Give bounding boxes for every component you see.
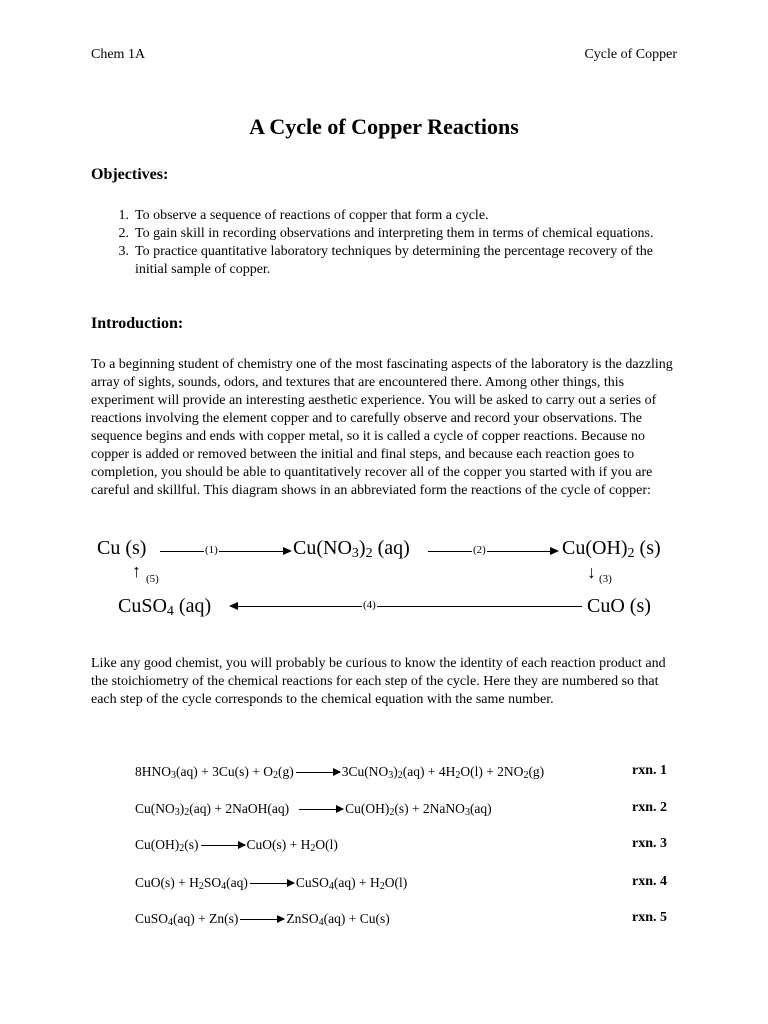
cycle-cuoh2: $Cu(OH)_2$ (s) <box>562 537 661 561</box>
reaction-3-equation: $Cu(OH)_2(s) CuO(s) + H_2O(l)$ <box>135 837 338 854</box>
objective-text: To gain skill in recording observations and interpreting them in terms of chemical equations. <box>135 226 654 241</box>
reaction-2-label: rxn. 2 <box>632 800 667 815</box>
stoichiometry-paragraph: Like any good chemist, you will probably be curious to know the identity of each reaction product and the stoichiometry of the chemical reactions for each step of the cycle. Here they are numbered so that each step of the cycle corresponds to the chemical equation with the same number. <box>91 656 666 707</box>
step-2-label: (2) <box>473 544 486 556</box>
header-topic: Cycle of Copper <box>584 47 677 62</box>
arrowhead-step-1 <box>283 547 292 555</box>
step-1-label: (1) <box>205 544 218 556</box>
arrow-step-2 <box>428 551 554 552</box>
objectives-list <box>91 207 681 279</box>
introduction-paragraph: To a beginning student of chemistry one of the most fascinating aspects of the laboratory is the dazzling array of sights, sounds, odors, and textures that are encountered there. Among other things, this experiment will provide an interesting aesthetic experience. You will be asked to carry out a series of reactions involving the element copper and to carefully observe and record your observations. The sequence begins and ends with copper metal, so it is called a cycle of copper reactions. Because no copper is added or removed between the initial and final steps, and because each reaction goes to completion, you should be able to quantitatively recover all of the copper you started with if you are careful and skillful. This diagram shows in an abbreviated form the reactions of the cycle of copper: <box>91 357 673 498</box>
objective-item <box>91 243 681 279</box>
cycle-cuno3: $Cu(NO_3)_2$ (aq) <box>293 537 410 561</box>
reaction-5-equation: CuSO$_4$(aq) + Zn(s) ZnSO$_4$(aq) + Cu(s) <box>135 911 390 928</box>
objective-number: 2. <box>118 226 129 241</box>
reaction-4-label: rxn. 4 <box>632 874 667 889</box>
objective-item <box>91 207 681 225</box>
reaction-3-label: rxn. 3 <box>632 836 667 851</box>
reaction-1-label: rxn. 1 <box>632 763 667 778</box>
introduction-heading: Introduction: <box>91 315 184 332</box>
arrow-step-5-icon: ↑ <box>132 561 141 581</box>
reaction-4-equation: $CuO(s) + H_2SO_4(aq)$ CuSO$_4$(aq) + $H_2O(l)$ <box>135 875 408 892</box>
objective-number: 1. <box>118 208 129 223</box>
cycle-cuo: CuO (s) <box>587 595 651 617</box>
reaction-5-label: rxn. 5 <box>632 910 667 925</box>
reaction-arrow-icon <box>299 809 343 810</box>
arrowhead-step-2 <box>550 547 559 555</box>
reaction-1-equation: $8HNO_3(aq) + 3Cu(s) + O_2(g) 3Cu(NO_3)_2(aq) + 4H_2O(l) + 2NO_2(g)$ <box>135 764 545 781</box>
reaction-arrow-icon <box>240 919 284 920</box>
objective-item <box>91 225 681 243</box>
header-course: Chem 1A <box>91 47 146 62</box>
arrow-step-4 <box>234 606 582 607</box>
reaction-arrow-icon <box>201 845 245 846</box>
step-3-label: (3) <box>599 573 612 585</box>
objective-text: To observe a sequence of reactions of copper that form a cycle. <box>135 208 489 223</box>
cycle-cu: Cu (s) <box>97 537 147 559</box>
step-5-label: (5) <box>146 573 159 585</box>
objectives-heading: Objectives: <box>91 166 169 183</box>
objective-number: 3. <box>118 244 129 259</box>
arrow-step-3-icon: ↓ <box>587 562 596 582</box>
cycle-cuso4: CuSO$_4$ (aq) <box>118 595 212 619</box>
reaction-arrow-icon <box>250 883 294 884</box>
arrow-step-1 <box>160 551 287 552</box>
objective-text: To practice quantitative laboratory techniques by determining the percentage recovery of the initial sample of copper. <box>135 244 653 277</box>
reaction-2-equation: $Cu(NO_3)_2(aq)$ + 2NaOH(aq) $Cu(OH)_2(s)$ + 2NaNO$_3$(aq) <box>135 801 492 818</box>
reaction-arrow-icon <box>296 772 340 773</box>
page-title: A Cycle of Copper Reactions <box>249 114 519 139</box>
step-4-label: (4) <box>363 599 376 611</box>
